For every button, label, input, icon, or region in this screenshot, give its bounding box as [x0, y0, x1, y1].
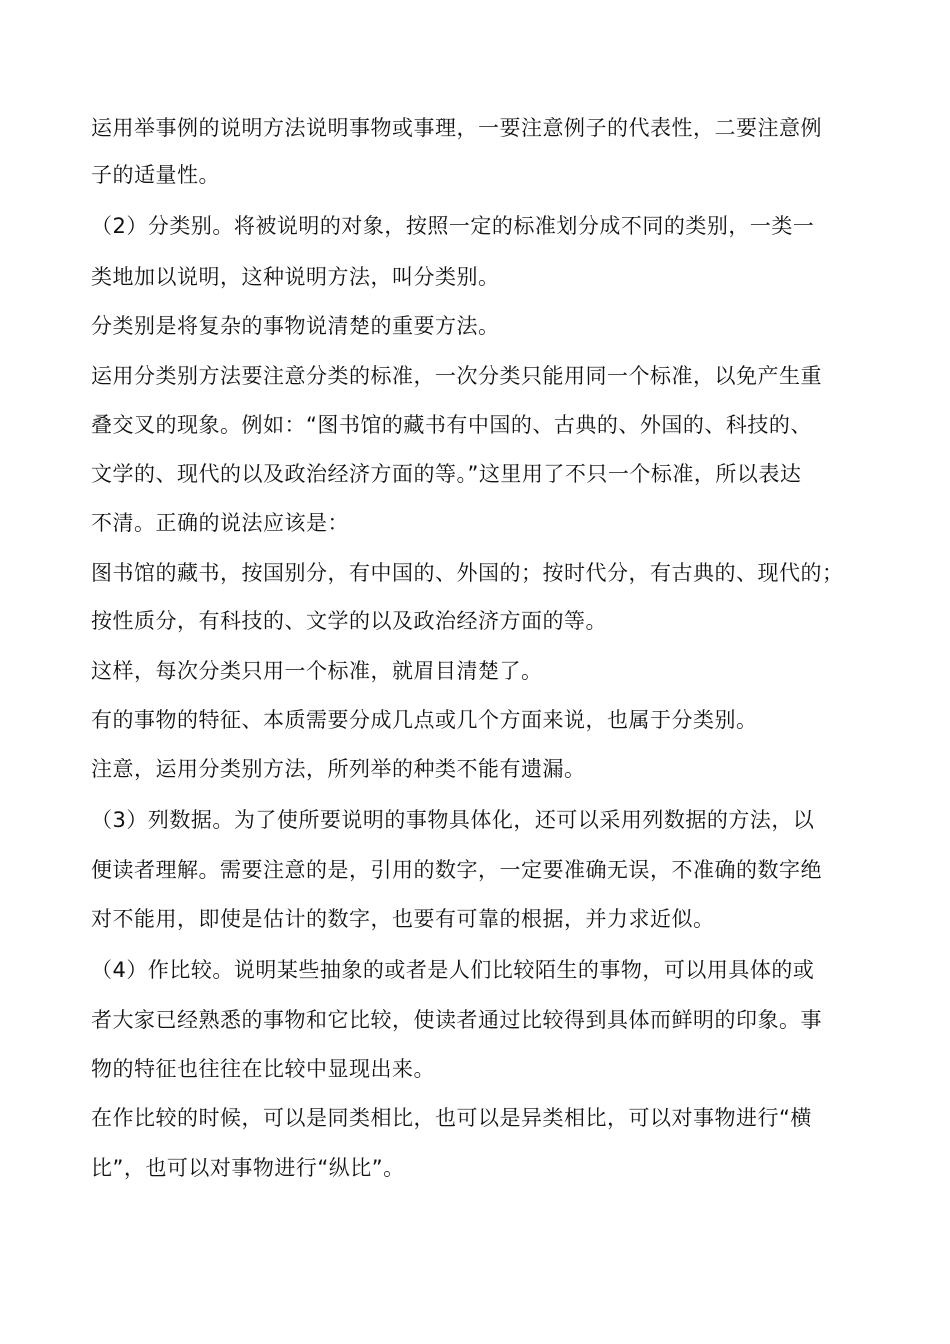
text-line: 运用分类别方法要注意分类的标准，一次分类只能用同一个标准，以免产生重 [91, 364, 822, 388]
text-line: 有的事物的特征、本质需要分成几点或几个方面来说，也属于分类别。 [91, 708, 758, 732]
text-line: 类地加以说明，这种说明方法，叫分类别。 [91, 265, 500, 289]
text-line: 子的适量性。 [91, 163, 220, 187]
text-line: 在作比较的时候，可以是同类相比，也可以是异类相比，可以对事物进行“横 [91, 1106, 812, 1130]
text-line: 便读者理解。需要注意的是，引用的数字，一定要准确无误，不准确的数字绝 [91, 858, 822, 882]
text-line: 叠交叉的现象。例如：“图书馆的藏书有中国的、古典的、外国的、科技的、 [91, 413, 812, 437]
text-line: 比”，也可以对事物进行“纵比”。 [91, 1156, 405, 1180]
text-line: （3）列数据。为了使所要说明的事物具体化，还可以采用列数据的方法，以 [91, 808, 815, 832]
text-line: （2）分类别。将被说明的对象，按照一定的标准划分成不同的类别，一类一 [91, 214, 815, 238]
text-line: 运用举事例的说明方法说明事物或事理，一要注意例子的代表性，二要注意例 [91, 116, 822, 140]
text-line: 图书馆的藏书，按国别分，有中国的、外国的；按时代分，有古典的、现代的； [91, 561, 844, 585]
text-line: 文学的、现代的以及政治经济方面的等。”这里用了不只一个标准，所以表达 [91, 462, 802, 486]
text-line: 者大家已经熟悉的事物和它比较，使读者通过比较得到具体而鲜明的印象。事 [91, 1008, 822, 1032]
text-line: （4）作比较。说明某些抽象的或者是人们比较陌生的事物，可以用具体的或 [91, 958, 815, 982]
text-line: 分类别是将复杂的事物说清楚的重要方法。 [91, 314, 500, 338]
text-line: 对不能用，即使是估计的数字，也要有可靠的根据，并力求近似。 [91, 907, 715, 931]
text-line: 不清。正确的说法应该是： [91, 511, 349, 535]
text-line: 按性质分，有科技的、文学的以及政治经济方面的等。 [91, 609, 607, 633]
text-line: 物的特征也往往在比较中显现出来。 [91, 1057, 435, 1081]
text-line: 注意，运用分类别方法，所列举的种类不能有遗漏。 [91, 757, 586, 781]
text-line: 这样，每次分类只用一个标准，就眉目清楚了。 [91, 659, 543, 683]
